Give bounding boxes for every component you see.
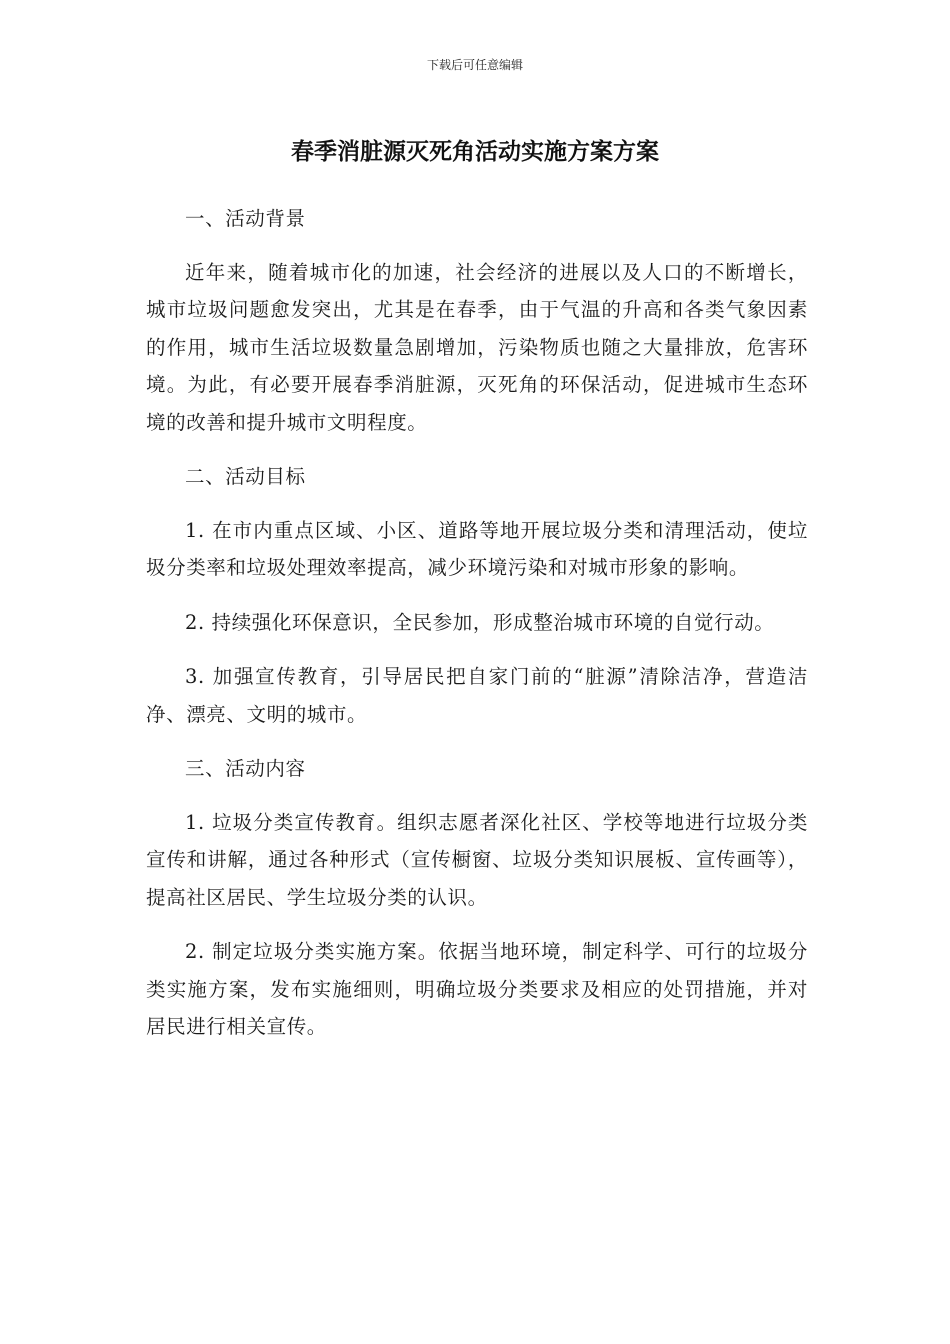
section-heading-background: 一、活动背景	[185, 207, 306, 230]
header-note: 下载后可任意编辑	[426, 58, 523, 72]
paragraph-content-2: 2. 制定垃圾分类实施方案。依据当地环境，制定科学、可行的垃圾分类实施方案，发布实施细则，明确垃圾分类要求及相应的处罚措施，并对居民进行相关宣传。	[146, 940, 808, 1038]
document-title: 春季消脏源灭死角活动实施方案方案	[291, 139, 659, 165]
document-body	[146, 200, 808, 1063]
paragraph-content-1: 1. 垃圾分类宣传教育。组织志愿者深化社区、学校等地进行垃圾分类宣传和讲解，通过各种形式（宣传橱窗、垃圾分类知识展板、宣传画等），提高社区居民、学生垃圾分类的认识。	[146, 810, 808, 909]
section-heading-content: 三、活动内容	[185, 757, 306, 780]
section-heading-goals: 二、活动目标	[185, 465, 306, 488]
paragraph-background: 近年来，随着城市化的加速，社会经济的进展以及人口的不断增长，城市垃圾问题愈发突出，尤其是在春季，由于气温的升高和各类气象因素的作用，城市生活垃圾数量急剧增加，污染物质也随之大量排放，危害环境。为此，有必要开展春季消脏源，灭死角的环保活动，促进城市生态环境的改善和提升城市文明程度。	[146, 260, 808, 434]
paragraph-goal-1: 1. 在市内重点区域、小区、道路等地开展垃圾分类和清理活动，使垃圾分类率和垃圾处理效率提高，减少环境污染和对城市形象的影响。	[146, 518, 808, 579]
paragraph-goal-3: 3. 加强宣传教育，引导居民把自家门前的“脏源”清除洁净，营造洁净、漂亮、文明的城市。	[146, 665, 808, 726]
paragraph-goal-2: 2. 持续强化环保意识，全民参加，形成整治城市环境的自觉行动。	[185, 610, 775, 634]
